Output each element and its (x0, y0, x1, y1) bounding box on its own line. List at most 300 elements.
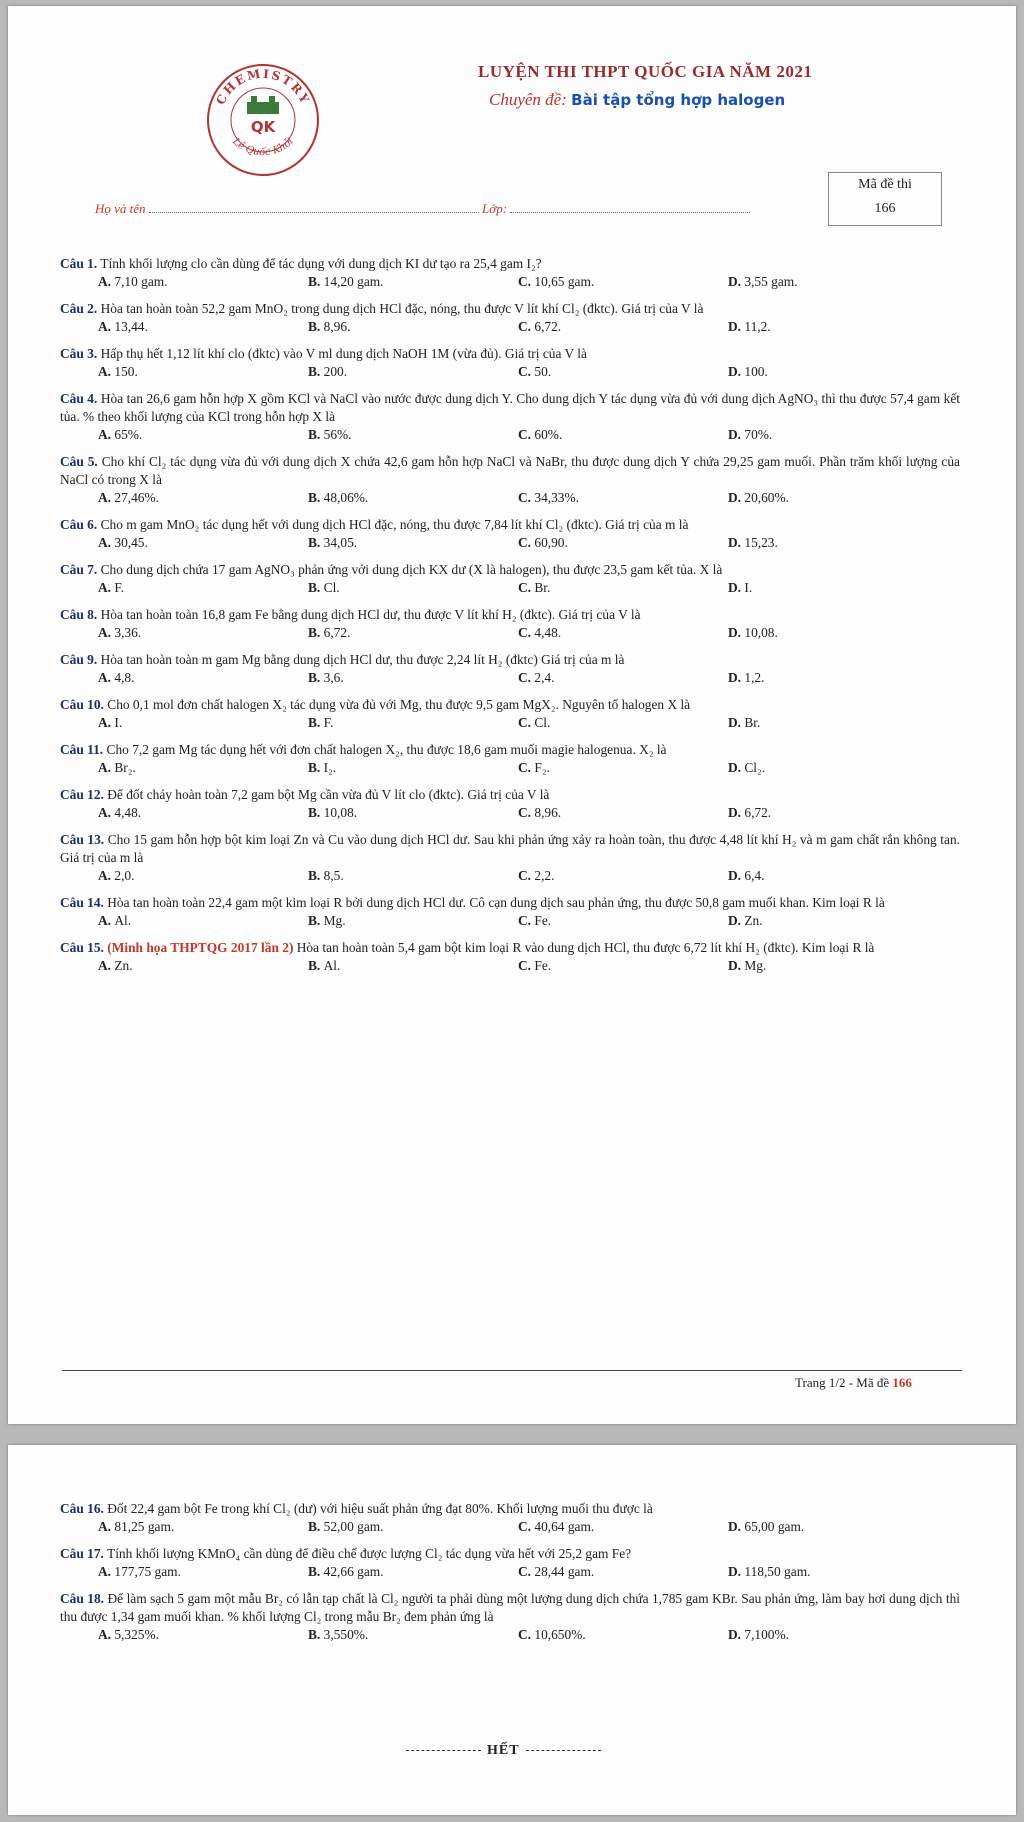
option-a (98, 714, 308, 732)
question-source-tag: (Minh họa THPTQG 2017 lần 2) (107, 940, 294, 955)
option-value: 4,48. (114, 805, 142, 820)
option-value: Mg. (323, 913, 346, 928)
question-stem (60, 1500, 960, 1518)
option-d (728, 534, 938, 552)
question-item (60, 453, 960, 507)
option-letter: D. (728, 319, 745, 334)
option-letter: B. (308, 427, 324, 442)
answer-options (60, 426, 960, 444)
option-value: 150. (114, 364, 138, 379)
question-stem (60, 651, 960, 669)
option-letter: A. (98, 1519, 115, 1534)
answer-options (60, 1563, 960, 1581)
option-letter: A. (98, 274, 115, 289)
option-value: 8,96. (323, 319, 351, 334)
option-d (728, 669, 938, 687)
option-value: Br₂. (114, 760, 136, 775)
question-text: Hòa tan hoàn toàn 5,4 gam bột kim loại R vào dung dịch HCl, thu được 6,72 lít khí H₂ (đktc). Kim loại R là (296, 940, 875, 955)
question-number: Câu 12. (60, 787, 104, 802)
question-text: Tính khối lượng KMnO₄ cần dùng để điều chế được lượng Cl₂ tác dụng vừa hết với 25,2 gam Fe? (107, 1546, 632, 1561)
option-value: 13,44. (114, 319, 148, 334)
option-value: 200. (323, 364, 348, 379)
option-letter: B. (308, 625, 324, 640)
footer-divider (62, 1370, 962, 1371)
option-value: 6,4. (744, 868, 765, 883)
option-letter: C. (518, 1564, 535, 1579)
question-stem (60, 300, 960, 318)
option-letter: B. (308, 1519, 324, 1534)
option-letter: B. (308, 319, 324, 334)
option-letter: B. (308, 805, 324, 820)
option-letter: D. (728, 1564, 745, 1579)
option-value: 2,2. (534, 868, 555, 883)
option-d (728, 624, 938, 642)
option-value: 2,0. (114, 868, 135, 883)
question-text: Cho 0,1 mol đơn chất halogen X₂ tác dụng vừa đủ với Mg, thu được 9,5 gam MgX₂. Nguyên tố halogen X là (107, 697, 691, 712)
option-letter: C. (518, 805, 535, 820)
option-a (98, 804, 308, 822)
option-value: 81,25 gam. (114, 1519, 175, 1534)
question-list-page-1 (60, 255, 960, 984)
option-value: Cl₂. (744, 760, 766, 775)
question-list-page-2 (60, 1500, 960, 1653)
option-b (308, 426, 518, 444)
option-letter: A. (98, 490, 115, 505)
option-letter: C. (518, 580, 535, 595)
option-c (518, 273, 728, 291)
question-text: Để làm sạch 5 gam một mẫu Br₂ có lẫn tạp chất là Cl₂ người ta phải dùng một lượng dung dịch chứa 1,785 gam KBr. Sau phản ứng, làm bay hơi dung dịch thì thu được 1,34 gam muối khan. % khối lượng Cl₂ trong mẫu Br₂ đem phản ứng là (60, 1591, 960, 1624)
option-a (98, 534, 308, 552)
option-value: Fe. (534, 958, 552, 973)
option-letter: B. (308, 535, 324, 550)
option-value: Br. (534, 580, 551, 595)
option-letter: A. (98, 427, 115, 442)
question-text: Hòa tan hoàn toàn 52,2 gam MnO₂ trong dung dịch HCl đặc, nóng, thu được V lít khí Cl₂ (đktc). Giá trị của V là (100, 301, 704, 316)
option-letter: A. (98, 1627, 115, 1642)
option-a (98, 759, 308, 777)
question-number: Câu 4. (60, 391, 98, 406)
question-stem (60, 1590, 960, 1626)
answer-options (60, 624, 960, 642)
answer-options (60, 1626, 960, 1644)
option-value: 5,325%. (114, 1627, 160, 1642)
question-stem (60, 894, 960, 912)
option-value: 4,8. (114, 670, 135, 685)
option-letter: D. (728, 364, 745, 379)
option-value: 3,550%. (323, 1627, 369, 1642)
answer-options (60, 489, 960, 507)
question-number: Câu 15. (60, 940, 104, 955)
answer-options (60, 759, 960, 777)
option-letter: D. (728, 715, 745, 730)
option-letter: B. (308, 913, 324, 928)
answer-options (60, 912, 960, 930)
option-value: 10,08. (744, 625, 778, 640)
option-value: 48,06%. (323, 490, 369, 505)
option-b (308, 273, 518, 291)
option-d (728, 957, 938, 975)
option-letter: A. (98, 625, 115, 640)
option-letter: D. (728, 427, 745, 442)
option-c (518, 579, 728, 597)
option-value: 60%. (534, 427, 563, 442)
option-letter: D. (728, 760, 745, 775)
option-letter: C. (518, 274, 535, 289)
option-value: 28,44 gam. (534, 1564, 595, 1579)
student-info-line (95, 200, 750, 217)
option-c (518, 912, 728, 930)
option-a (98, 624, 308, 642)
option-value: Br. (744, 715, 761, 730)
question-number: Câu 1. (60, 256, 98, 271)
option-c (518, 534, 728, 552)
question-item (60, 1590, 960, 1644)
question-text: Hòa tan 26,6 gam hỗn hợp X gồm KCl và NaCl vào nước được dung dịch Y. Cho dung dịch Y tác dụng vừa đủ với dung dịch AgNO₃ thì thu được 57,4 gam kết tủa. % theo khối lượng của KCl trong hỗn hợp X là (60, 391, 960, 424)
option-letter: A. (98, 958, 115, 973)
option-letter: D. (728, 1627, 745, 1642)
option-value: 65,00 gam. (744, 1519, 805, 1534)
option-letter: C. (518, 670, 535, 685)
option-letter: B. (308, 715, 324, 730)
question-number: Câu 6. (60, 517, 98, 532)
answer-options (60, 1518, 960, 1536)
option-value: F. (114, 580, 125, 595)
footer-text: Trang 1/2 - Mã đề (795, 1375, 890, 1390)
option-c (518, 426, 728, 444)
option-letter: C. (518, 427, 535, 442)
option-value: 30,45. (114, 535, 148, 550)
question-stem (60, 831, 960, 867)
question-item (60, 939, 960, 975)
exam-code-box (828, 172, 942, 226)
option-value: Al. (114, 913, 132, 928)
name-label: Họ và tên (95, 201, 146, 216)
option-value: 6,72. (534, 319, 562, 334)
option-value: I. (114, 715, 123, 730)
question-text: Hòa tan hoàn toàn m gam Mg bằng dung dịch HCl dư, thu được 2,24 lít H₂ (đktc) Giá trị của m là (100, 652, 625, 667)
question-item (60, 255, 960, 291)
option-a (98, 318, 308, 336)
answer-options (60, 534, 960, 552)
option-value: I₂. (323, 760, 337, 775)
logo-initials: QK (250, 118, 276, 136)
option-c (518, 1626, 728, 1644)
answer-options (60, 273, 960, 291)
answer-options (60, 669, 960, 687)
question-item (60, 516, 960, 552)
option-c (518, 759, 728, 777)
option-value: 7,100%. (744, 1627, 790, 1642)
option-d (728, 318, 938, 336)
option-value: Fe. (534, 913, 552, 928)
option-letter: B. (308, 760, 324, 775)
option-value: 2,4. (534, 670, 555, 685)
question-stem (60, 516, 960, 534)
option-value: Cl. (534, 715, 551, 730)
option-letter: C. (518, 1519, 535, 1534)
option-letter: C. (518, 868, 535, 883)
question-stem (60, 786, 960, 804)
option-letter: A. (98, 670, 115, 685)
option-letter: D. (728, 535, 745, 550)
option-a (98, 867, 308, 885)
question-text: Cho khí Cl₂ tác dụng vừa đủ với dung dịch X chứa 42,6 gam hỗn hợp NaCl và NaBr, thu được dung dịch Y chứa 29,25 gam muối. Phần trăm khối lượng của NaCl có trong X là (60, 454, 960, 487)
option-value: 42,66 gam. (323, 1564, 384, 1579)
option-letter: A. (98, 868, 115, 883)
option-letter: D. (728, 580, 745, 595)
footer-code: 166 (892, 1375, 912, 1390)
option-c (518, 669, 728, 687)
option-a (98, 912, 308, 930)
option-a (98, 363, 308, 381)
question-item (60, 786, 960, 822)
question-number: Câu 5. (60, 454, 98, 469)
option-a (98, 579, 308, 597)
end-line-right (526, 1750, 601, 1751)
option-value: 1,2. (744, 670, 765, 685)
option-value: F₂. (534, 760, 550, 775)
option-letter: D. (728, 490, 745, 505)
option-letter: B. (308, 274, 324, 289)
option-b (308, 1518, 518, 1536)
option-value: 60,90. (534, 535, 568, 550)
option-letter: B. (308, 1564, 324, 1579)
option-b (308, 759, 518, 777)
logo-bottom-text: Lê Quốc Khởi (230, 136, 296, 159)
option-letter: C. (518, 760, 535, 775)
question-text: Cho 7,2 gam Mg tác dụng hết với đơn chất halogen X₂, thu được 18,6 gam muối magie halogenua. X₂ là (106, 742, 667, 757)
question-number: Câu 9. (60, 652, 98, 667)
option-c (518, 318, 728, 336)
option-letter: A. (98, 760, 115, 775)
option-d (728, 579, 938, 597)
option-letter: C. (518, 715, 535, 730)
option-letter: B. (308, 868, 324, 883)
option-letter: C. (518, 535, 535, 550)
option-value: 27,46%. (114, 490, 160, 505)
option-letter: C. (518, 319, 535, 334)
option-value: 3,55 gam. (744, 274, 798, 289)
question-stem (60, 939, 960, 957)
page-footer (795, 1375, 912, 1391)
option-b (308, 1563, 518, 1581)
option-c (518, 363, 728, 381)
subtitle-topic: Bài tập tổng hợp halogen (571, 91, 786, 109)
option-c (518, 714, 728, 732)
option-letter: A. (98, 535, 115, 550)
option-b (308, 912, 518, 930)
option-value: 118,50 gam. (744, 1564, 811, 1579)
option-b (308, 579, 518, 597)
question-item (60, 345, 960, 381)
option-value: 56%. (323, 427, 352, 442)
option-letter: B. (308, 670, 324, 685)
option-value: 8,96. (534, 805, 562, 820)
option-letter: D. (728, 913, 745, 928)
option-b (308, 1626, 518, 1644)
logo-top-text: CHEMISTRY (213, 66, 313, 108)
subtitle-prefix: Chuyên đề: (489, 90, 567, 109)
option-c (518, 1563, 728, 1581)
option-value: Mg. (744, 958, 767, 973)
option-letter: A. (98, 364, 115, 379)
option-a (98, 957, 308, 975)
option-value: 10,65 gam. (534, 274, 595, 289)
option-d (728, 363, 938, 381)
question-stem (60, 1545, 960, 1563)
option-value: F. (323, 715, 334, 730)
option-c (518, 957, 728, 975)
question-text: Hòa tan hoàn toàn 22,4 gam một kim loại R bởi dung dịch HCl dư. Cô cạn dung dịch sau phản ứng, thu được 50,8 gam muối khan. Kim loại R là (107, 895, 885, 910)
option-value: 3,36. (114, 625, 142, 640)
class-blank (510, 200, 750, 213)
question-text: Hấp thụ hết 1,12 lít khí clo (đktc) vào V ml dung dịch NaOH 1M (vừa đủ). Giá trị của V là (100, 346, 587, 361)
option-c (518, 804, 728, 822)
option-value: 177,75 gam. (114, 1564, 181, 1579)
question-text: Tính khối lượng clo cần dùng để tác dụng với dung dịch KI dư tạo ra 25,4 gam I₂? (100, 256, 542, 271)
question-number: Câu 2. (60, 301, 98, 316)
option-letter: B. (308, 490, 324, 505)
option-value: 10,08. (323, 805, 358, 820)
option-value: I. (744, 580, 753, 595)
question-item (60, 696, 960, 732)
question-text: Cho 15 gam hỗn hợp bột kim loại Zn và Cu vào dung dịch HCl dư. Sau khi phản ứng xảy ra hoàn toàn, thu được 4,48 lít khí H₂ và m gam chất rắn không tan. Giá trị của m là (60, 832, 960, 865)
option-a (98, 273, 308, 291)
option-value: Zn. (114, 958, 133, 973)
question-stem (60, 390, 960, 426)
option-letter: D. (728, 805, 745, 820)
question-item (60, 606, 960, 642)
option-letter: A. (98, 913, 115, 928)
option-b (308, 534, 518, 552)
option-letter: D. (728, 274, 745, 289)
option-value: 6,72. (744, 805, 772, 820)
name-blank (149, 200, 479, 213)
question-number: Câu 14. (60, 895, 104, 910)
option-letter: C. (518, 1627, 535, 1642)
question-item (60, 741, 960, 777)
question-stem (60, 453, 960, 489)
question-number: Câu 8. (60, 607, 98, 622)
option-letter: A. (98, 1564, 115, 1579)
question-stem (60, 606, 960, 624)
option-value: 52,00 gam. (323, 1519, 384, 1534)
option-letter: D. (728, 868, 745, 883)
option-letter: D. (728, 958, 745, 973)
option-letter: B. (308, 958, 324, 973)
option-value: 7,10 gam. (114, 274, 168, 289)
exam-code-value: 166 (874, 201, 896, 216)
option-value: 14,20 gam. (323, 274, 384, 289)
option-value: 3,6. (323, 670, 344, 685)
exam-subtitle (489, 90, 785, 110)
option-value: 50. (534, 364, 552, 379)
answer-options (60, 714, 960, 732)
question-text: Cho dung dịch chứa 17 gam AgNO₃ phản ứng với dung dịch KX dư (X là halogen), thu được 23,5 gam kết tủa. X là (100, 562, 723, 577)
exam-title: LUYỆN THI THPT QUỐC GIA NĂM 2021 (478, 62, 813, 81)
option-b (308, 957, 518, 975)
option-b (308, 804, 518, 822)
question-text: Hòa tan hoàn toàn 16,8 gam Fe bằng dung dịch HCl dư, thu được V lít khí H₂ (đktc). Giá trị của V là (100, 607, 641, 622)
option-d (728, 426, 938, 444)
option-value: 70%. (744, 427, 773, 442)
option-letter: C. (518, 490, 535, 505)
option-value: 6,72. (323, 625, 351, 640)
question-item (60, 651, 960, 687)
answer-options (60, 867, 960, 885)
question-item (60, 1545, 960, 1581)
option-value: 4,48. (534, 625, 562, 640)
question-number: Câu 11. (60, 742, 104, 757)
option-b (308, 867, 518, 885)
question-number: Câu 3. (60, 346, 98, 361)
question-stem (60, 741, 960, 759)
option-value: 11,2. (744, 319, 771, 334)
question-item (60, 390, 960, 444)
option-d (728, 1563, 938, 1581)
option-value: 65%. (114, 427, 143, 442)
option-letter: C. (518, 913, 535, 928)
question-stem (60, 696, 960, 714)
question-text: Để đốt cháy hoàn toàn 7,2 gam bột Mg cần vừa đủ V lít clo (đktc). Giá trị của V là (107, 787, 550, 802)
option-b (308, 489, 518, 507)
option-d (728, 867, 938, 885)
option-b (308, 624, 518, 642)
option-d (728, 759, 938, 777)
end-marker (400, 1743, 607, 1759)
answer-options (60, 318, 960, 336)
class-label: Lớp: (482, 201, 508, 216)
option-letter: A. (98, 715, 115, 730)
option-value: Cl. (323, 580, 340, 595)
option-letter: B. (308, 364, 324, 379)
question-number: Câu 18. (60, 1591, 105, 1606)
option-a (98, 1518, 308, 1536)
option-b (308, 363, 518, 381)
option-c (518, 1518, 728, 1536)
end-line-left (406, 1750, 481, 1751)
option-letter: A. (98, 805, 115, 820)
question-item (60, 300, 960, 336)
option-a (98, 1563, 308, 1581)
question-number: Câu 16. (60, 1501, 104, 1516)
option-c (518, 624, 728, 642)
option-letter: C. (518, 625, 535, 640)
option-c (518, 489, 728, 507)
option-value: 8,5. (323, 868, 344, 883)
question-stem (60, 345, 960, 363)
option-value: 15,23. (744, 535, 778, 550)
question-number: Câu 7. (60, 562, 98, 577)
answer-options (60, 579, 960, 597)
exam-code-label: Mã đề thi (858, 177, 912, 192)
option-d (728, 489, 938, 507)
question-text: Đốt 22,4 gam bột Fe trong khí Cl₂ (dư) với hiệu suất phản ứng đạt 80%. Khối lượng muối thu được là (107, 1501, 653, 1516)
option-d (728, 1518, 938, 1536)
option-a (98, 489, 308, 507)
option-value: Al. (323, 958, 341, 973)
option-letter: C. (518, 958, 535, 973)
option-d (728, 804, 938, 822)
option-b (308, 669, 518, 687)
option-d (728, 273, 938, 291)
question-item (60, 894, 960, 930)
answer-options (60, 804, 960, 822)
question-stem (60, 255, 960, 273)
option-value: 40,64 gam. (534, 1519, 595, 1534)
question-number: Câu 17. (60, 1546, 104, 1561)
option-value: Zn. (744, 913, 763, 928)
